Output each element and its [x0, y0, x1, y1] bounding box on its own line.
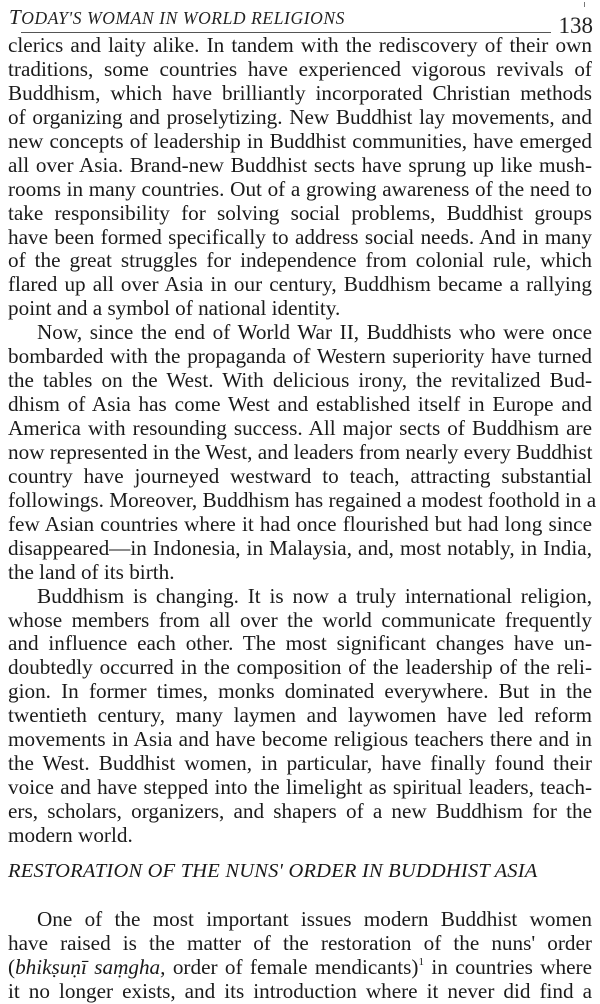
body-text-block	[8, 33, 597, 848]
running-title-rest: ODAY'S WOMAN IN WORLD RELIGIONS	[21, 8, 346, 28]
text-line: country have journeyed westward to teach, attracting substantial	[8, 463, 592, 488]
paragraph-start-line: One of the most important issues modern Buddhist women	[37, 907, 592, 931]
text-line: now represented in the West, and leaders from nearly every Buddhist	[8, 439, 593, 464]
text-line: the land of its birth.	[8, 559, 175, 584]
text-line: gion. In former times, monks dominated everywhere. But in the	[8, 679, 592, 704]
text-run: in countries where	[423, 954, 592, 979]
text-line: of organizing and proselytizing. New Buddhist lay movements, and	[8, 104, 592, 129]
body-text-block	[8, 908, 592, 1004]
crop-mark	[584, 2, 585, 7]
text-line: clerics and laity alike. In tandem with the rediscovery of their own	[8, 33, 592, 57]
text-line: doubtedly occurred in the composition of the leadership of the reli-	[8, 655, 592, 680]
running-head	[9, 2, 595, 36]
text-line: and influence each other. The most significant changes have un-	[8, 631, 592, 656]
text-line	[8, 956, 592, 980]
paren-open: (	[8, 954, 16, 979]
paragraph-start-line: Buddhism is changing. It is now a truly international religion,	[37, 583, 592, 608]
text-line: movements in Asia and have become religious teachers there and in	[8, 727, 592, 752]
text-line: Buddhism, which have brilliantly incorporated Christian methods	[8, 80, 592, 105]
paragraph-start-line: Now, since the end of World War II, Buddhists who were once	[37, 320, 592, 345]
text-line: disappeared—in Indonesia, in Malaysia, and, most notably, in India,	[8, 535, 592, 560]
text-line: rooms in many countries. Out of a growing awareness of the need to	[8, 176, 592, 201]
text-line: bombarded with the propaganda of Western superiority have turned	[8, 344, 592, 369]
text-line: have been formed specifically to address social needs. And in many	[8, 224, 592, 249]
text-line: traditions, some countries have experienced vigorous revivals of	[8, 56, 592, 81]
text-line: modern world.	[8, 822, 133, 847]
text-line: of the great struggles for independence from colonial rule, which	[8, 248, 592, 273]
text-line: have raised is the matter of the restoration of the nuns' order	[8, 930, 592, 955]
running-title	[9, 5, 345, 30]
page-number: 138	[558, 13, 593, 38]
text-line: the tables on the West. With delicious irony, the revitalized Bud-	[8, 368, 592, 393]
text-line: few Asian countries where it had once flourished but had long since	[8, 511, 592, 536]
text-run: order of female mendicants)	[165, 954, 419, 979]
text-line: point and a symbol of national identity.	[8, 296, 341, 321]
text-line: dhism of Asia has come West and established itself in Europe and	[8, 392, 592, 417]
text-line: flared up all over Asia in our century, Buddhism became a rallying	[8, 272, 592, 297]
text-line: the West. Buddhist women, in particular, have finally found their	[8, 751, 592, 776]
text-line: new concepts of leadership in Buddhist communities, have emerged	[8, 128, 592, 153]
footnote-marker[interactable]: 1	[418, 955, 424, 968]
running-title-initial: T	[9, 5, 22, 29]
text-line: take responsibility for solving social problems, Buddhist groups	[8, 200, 592, 225]
text-line: twentieth century, many laymen and laywomen have led reform	[8, 703, 592, 728]
text-line: it no longer exists, and its introduction where it never did find a	[8, 978, 592, 1003]
italic-term: bhikṣuṇī saṃgha,	[15, 954, 166, 979]
text-line: America with resounding success. All major sects of Buddhism are	[8, 416, 592, 440]
text-line: voice and have stepped into the limelight as spiritual leaders, teach-	[8, 775, 592, 800]
text-line: ers, scholars, organizers, and shapers of a new Buddhism for the	[8, 799, 592, 823]
text-line: whose members from all over the world communicate frequently	[8, 607, 592, 632]
section-heading: RESTORATION OF THE NUNS' ORDER IN BUDDHIST ASIA	[8, 860, 538, 882]
text-line: followings. Moreover, Buddhism has regained a modest foothold in a	[8, 487, 597, 512]
text-line: all over Asia. Brand-new Buddhist sects have sprung up like mush-	[8, 152, 592, 177]
